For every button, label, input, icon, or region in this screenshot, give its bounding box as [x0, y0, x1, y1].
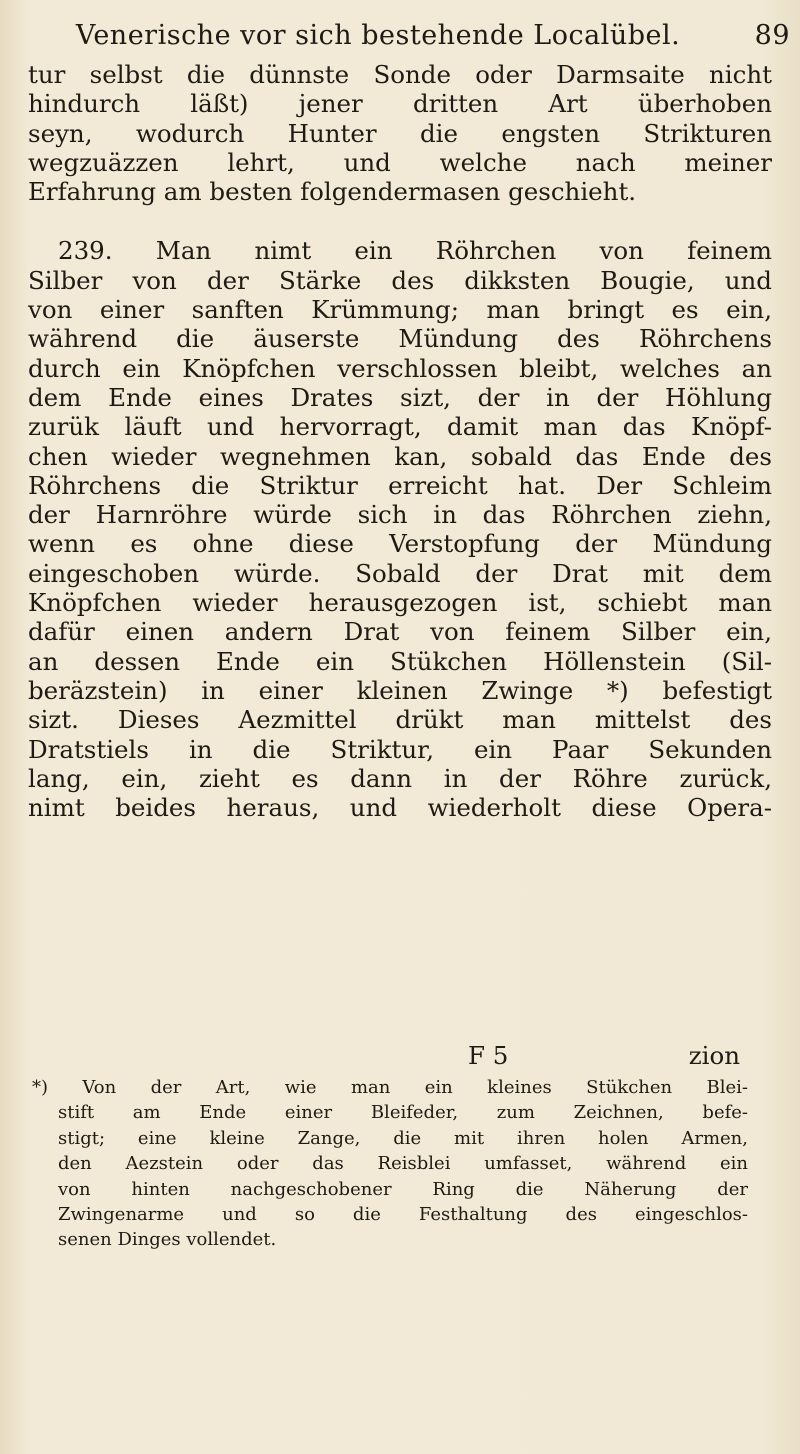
text-line: lang, ein, zieht es dann in der Röhre zurück,	[28, 763, 772, 793]
text-line: von einer sanften Krümmung; man bringt es ein,	[28, 295, 772, 325]
text-line: während die äuserste Mündung des Röhrchens	[28, 324, 772, 354]
text-line: zurük läuft und hervorragt, damit man das Knöpf-	[28, 412, 772, 442]
text-line: Erfahrung am besten folgendermasen geschieht.	[28, 177, 637, 207]
text-line: tur selbst die dünnste Sonde oder Darmsaite nicht	[28, 60, 772, 89]
page-number: 89	[754, 20, 790, 51]
text-line: Dratstiels in die Striktur, ein Paar Sekunden	[28, 734, 772, 764]
footnote-line: stigt; eine kleine Zange, die mit ihren holen Armen,	[58, 1127, 748, 1149]
footnote-line: stift am Ende einer Bleifeder, zum Zeichnen, befe-	[58, 1102, 748, 1124]
text-line: an dessen Ende ein Stükchen Höllenstein (Sil-	[28, 646, 772, 676]
text-line: eingeschoben würde. Sobald der Drat mit dem	[28, 558, 772, 588]
text-line: Silber von der Stärke des dikksten Bougie, und	[28, 265, 772, 295]
text-line: hindurch läßt) jener dritten Art überhoben	[28, 89, 772, 119]
main-text	[28, 60, 772, 822]
text-line: sizt. Dieses Aezmittel drükt man mittelst des	[28, 705, 772, 735]
text-line: Röhrchens die Striktur erreicht hat. Der Schleim	[28, 470, 772, 500]
text-line: wegzuäzzen lehrt, und welche nach meiner	[28, 147, 772, 177]
text-line: der Harnröhre würde sich in das Röhrchen ziehn,	[28, 500, 772, 530]
signature-line	[28, 1041, 740, 1071]
footnote-line: senen Dinges vollendet.	[58, 1229, 277, 1251]
footnote	[32, 1075, 748, 1253]
text-line: Knöpfchen wieder herausgezogen ist, schiebt man	[28, 588, 772, 618]
text-line: beräzstein) in einer kleinen Zwinge *) befestigt	[28, 675, 772, 705]
text-line: durch ein Knöpfchen verschlossen bleibt, welches an	[28, 353, 772, 383]
text-line: dem Ende eines Drates sizt, der in der Höhlung	[28, 382, 772, 412]
text-line: nimt beides heraus, und wiederholt diese Opera-	[28, 793, 772, 823]
footnote-line: von hinten nachgeschobener Ring die Näherung der	[58, 1178, 748, 1200]
text-line: wenn es ohne diese Verstopfung der Mündung	[28, 529, 772, 559]
text-line: dafür einen andern Drat von feinem Silber ein,	[28, 617, 772, 647]
signature-mark: F 5	[468, 1041, 509, 1070]
running-title: Venerische vor sich bestehende Localübel.	[75, 20, 681, 51]
footnote-line: *) Von der Art, wie man ein kleines Stükchen Blei-	[32, 1077, 748, 1098]
paragraph-gap	[28, 206, 772, 236]
catchword: zion	[688, 1041, 740, 1070]
section-start-line: 239. Man nimt ein Röhrchen von feinem	[58, 236, 772, 266]
running-header	[28, 8, 790, 58]
footnote-line: Zwingenarme und so die Festhaltung des eingeschlos-	[58, 1203, 748, 1225]
text-line: chen wieder wegnehmen kan, sobald das Ende des	[28, 441, 772, 471]
footnote-line: den Aezstein oder das Reisblei umfasset, während ein	[58, 1153, 748, 1175]
text-line: seyn, wodurch Hunter die engsten Strikturen	[28, 118, 772, 148]
